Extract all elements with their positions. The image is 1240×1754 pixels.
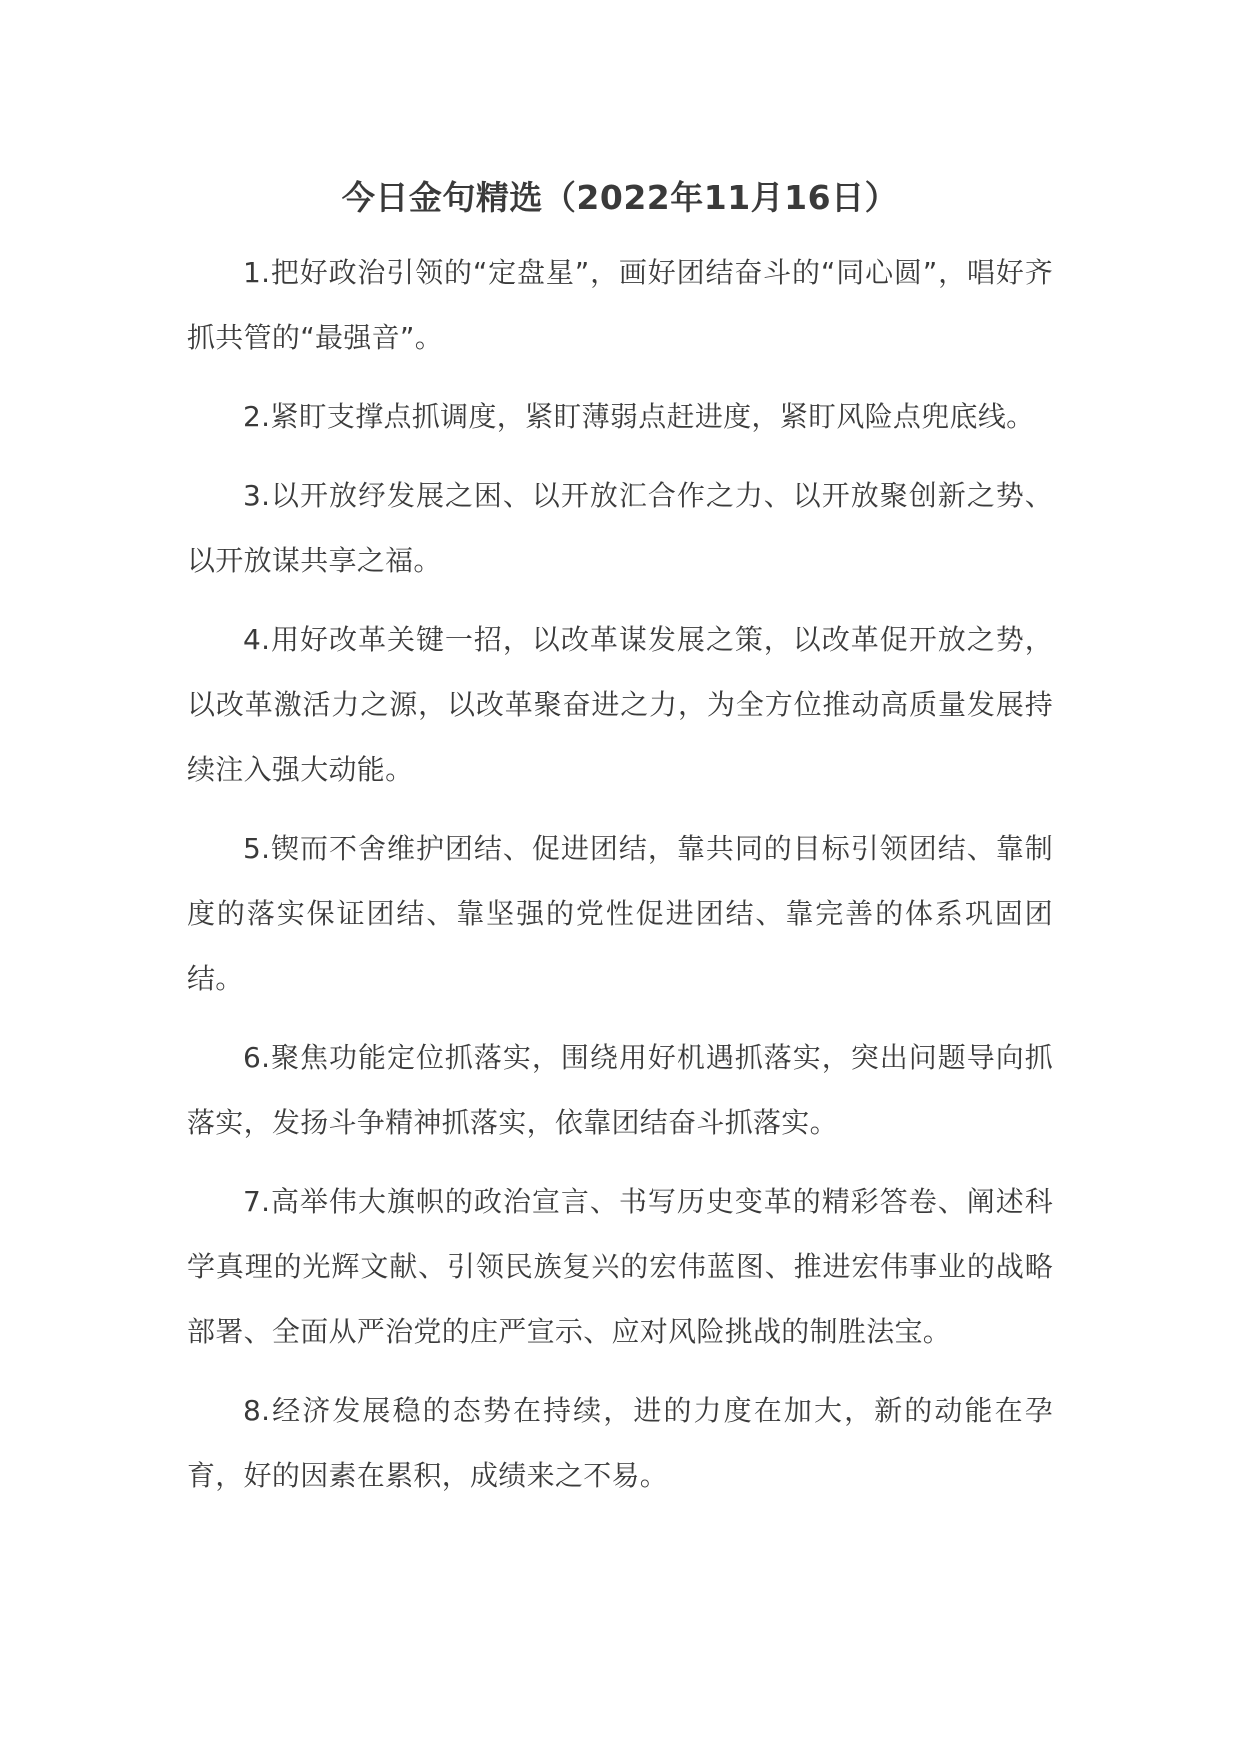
quote-item-2: 2.紧盯支撑点抓调度，紧盯薄弱点赶进度，紧盯风险点兜底线。 xyxy=(243,400,1035,433)
page-title: 今日金句精选（2022年11月16日） xyxy=(341,178,899,217)
quote-item-3: 3.以开放纾发展之困、以开放汇合作之力、以开放聚创新之势、以开放谋共享之福。 xyxy=(187,479,1053,577)
quote-item-7: 7.高举伟大旗帜的政治宣言、书写历史变革的精彩答卷、阐述科学真理的光辉文献、引领民族复兴的宏伟蓝图、推进宏伟事业的战略部署、全面从严治党的庄严宣示、应对风险挑战的制胜法宝。 xyxy=(187,1185,1053,1348)
quote-item-5: 5.锲而不舍维护团结、促进团结，靠共同的目标引领团结、靠制度的落实保证团结、靠坚强的党性促进团结、靠完善的体系巩固团结。 xyxy=(187,832,1053,995)
quote-item-6: 6.聚焦功能定位抓落实，围绕用好机遇抓落实，突出问题导向抓落实，发扬斗争精神抓落实，依靠团结奋斗抓落实。 xyxy=(187,1041,1053,1139)
quote-item-8: 8.经济发展稳的态势在持续，进的力度在加大，新的动能在孕育，好的因素在累积，成绩来之不易。 xyxy=(187,1394,1053,1492)
document-body xyxy=(187,168,1053,1522)
quote-item-1: 1.把好政治引领的“定盘星”，画好团结奋斗的“同心圆”，唱好齐抓共管的“最强音”。 xyxy=(187,256,1053,354)
quote-item-4: 4.用好改革关键一招，以改革谋发展之策，以改革促开放之势，以改革激活力之源，以改革聚奋进之力，为全方位推动高质量发展持续注入强大动能。 xyxy=(187,623,1053,786)
